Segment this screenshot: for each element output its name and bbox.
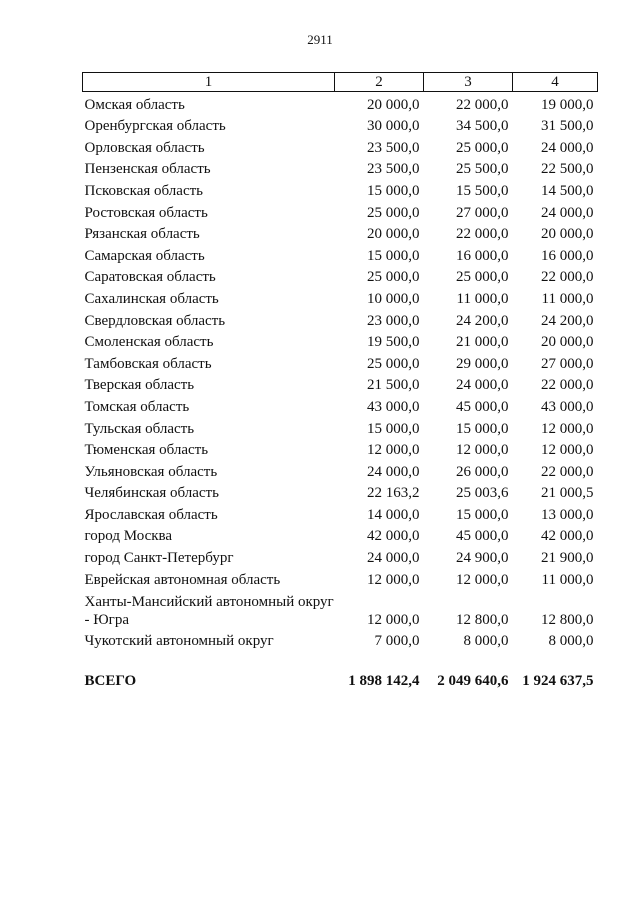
value-col-3: 8 000,0 — [463, 633, 509, 650]
table-row — [83, 135, 598, 157]
region-name: Ханты-Мансийский автономный округ - Югра — [84, 593, 334, 628]
region-name: Тюменская область — [84, 442, 209, 459]
table-row — [83, 200, 598, 222]
value-col-2: 7 000,0 — [374, 633, 420, 650]
table-row — [83, 243, 598, 265]
value-col-4: 16 000,0 — [541, 247, 594, 264]
table-row — [83, 438, 598, 460]
value-col-3: 24 000,0 — [456, 377, 509, 394]
total-label: ВСЕГО — [84, 673, 137, 690]
column-header-1: 1 — [83, 73, 335, 92]
value-col-3: 12 000,0 — [456, 571, 509, 588]
column-header-3: 3 — [424, 73, 513, 92]
spacer-cell — [83, 650, 598, 668]
value-col-3: 12 000,0 — [456, 442, 509, 459]
value-col-4: 12 800,0 — [541, 611, 594, 628]
value-col-4: 21 900,0 — [541, 550, 594, 567]
value-col-2: 25 000,0 — [367, 269, 420, 286]
value-col-4: 20 000,0 — [541, 334, 594, 351]
table-row — [83, 459, 598, 481]
value-col-3: 11 000,0 — [456, 290, 509, 307]
value-col-3: 21 000,0 — [456, 334, 509, 351]
value-col-2: 12 000,0 — [367, 611, 420, 628]
region-name: Ульяновская область — [84, 463, 218, 480]
value-col-2: 12 000,0 — [367, 571, 420, 588]
region-name: Тверская область — [84, 377, 195, 394]
value-col-4: 22 000,0 — [541, 269, 594, 286]
value-col-2: 21 500,0 — [367, 377, 420, 394]
region-name: Свердловская область — [84, 312, 226, 329]
value-col-3: 15 000,0 — [456, 506, 509, 523]
value-col-3: 45 000,0 — [456, 528, 509, 545]
value-col-4: 43 000,0 — [541, 398, 594, 415]
column-header-4: 4 — [513, 73, 598, 92]
value-col-4: 22 500,0 — [541, 161, 594, 178]
table-row — [83, 567, 598, 589]
table-row — [83, 394, 598, 416]
value-col-2: 23 500,0 — [367, 161, 420, 178]
region-name: Саратовская область — [84, 269, 216, 286]
value-col-3: 27 000,0 — [456, 204, 509, 221]
value-col-2: 25 000,0 — [367, 204, 420, 221]
value-col-4: 24 000,0 — [541, 204, 594, 221]
value-col-4: 22 000,0 — [541, 377, 594, 394]
region-name: Ростовская область — [84, 204, 208, 221]
total-row — [83, 668, 598, 690]
value-col-3: 25 000,0 — [456, 269, 509, 286]
value-col-3: 25 000,0 — [456, 139, 509, 156]
table-row — [83, 481, 598, 503]
value-col-3: 15 000,0 — [456, 420, 509, 437]
table-row — [83, 330, 598, 352]
value-col-4: 13 000,0 — [541, 506, 594, 523]
value-col-4: 24 200,0 — [541, 312, 594, 329]
value-col-3: 34 500,0 — [456, 118, 509, 135]
region-name: Смоленская область — [84, 334, 214, 351]
value-col-3: 26 000,0 — [456, 463, 509, 480]
value-col-4: 12 000,0 — [541, 442, 594, 459]
value-col-2: 24 000,0 — [367, 463, 420, 480]
value-col-2: 15 000,0 — [367, 420, 420, 437]
table-row — [83, 222, 598, 244]
table-row — [83, 502, 598, 524]
value-col-3: 12 800,0 — [456, 611, 509, 628]
value-col-4: 24 000,0 — [541, 139, 594, 156]
table-row — [83, 629, 598, 651]
value-col-2: 20 000,0 — [367, 96, 420, 113]
value-col-3: 45 000,0 — [456, 398, 509, 415]
value-col-3: 24 900,0 — [456, 550, 509, 567]
value-col-4: 14 500,0 — [541, 182, 594, 199]
region-name: Оренбургская область — [84, 118, 226, 135]
table-row — [83, 114, 598, 136]
value-col-2: 20 000,0 — [367, 226, 420, 243]
page-number: 2911 — [307, 32, 333, 47]
value-col-2: 24 000,0 — [367, 550, 420, 567]
region-name: город Москва — [84, 528, 173, 545]
column-header-2: 2 — [335, 73, 424, 92]
value-col-4: 20 000,0 — [541, 226, 594, 243]
total-col-2: 1 898 142,4 — [348, 673, 420, 690]
region-name: Омская область — [84, 96, 185, 113]
value-col-2: 42 000,0 — [367, 528, 420, 545]
region-name: Орловская область — [84, 139, 205, 156]
region-name: Тульская область — [84, 420, 195, 437]
value-col-3: 22 000,0 — [456, 96, 509, 113]
spacer-row — [83, 650, 598, 668]
region-name: город Санкт-Петербург — [84, 550, 234, 567]
value-col-3: 25 500,0 — [456, 161, 509, 178]
table-row — [83, 351, 598, 373]
region-name: Псковская область — [84, 182, 203, 199]
table-body — [83, 92, 598, 691]
table-row — [83, 157, 598, 179]
value-col-3: 25 003,6 — [456, 485, 509, 502]
value-col-2: 23 500,0 — [367, 139, 420, 156]
table-row — [83, 373, 598, 395]
value-col-2: 19 500,0 — [367, 334, 420, 351]
table-row — [83, 589, 598, 629]
value-col-2: 12 000,0 — [367, 442, 420, 459]
value-col-2: 14 000,0 — [367, 506, 420, 523]
value-col-2: 15 000,0 — [367, 182, 420, 199]
table-row — [83, 524, 598, 546]
region-name: Тамбовская область — [84, 355, 212, 372]
value-col-4: 12 000,0 — [541, 420, 594, 437]
value-col-3: 16 000,0 — [456, 247, 509, 264]
value-col-4: 27 000,0 — [541, 355, 594, 372]
region-name: Самарская область — [84, 247, 205, 264]
value-col-4: 42 000,0 — [541, 528, 594, 545]
value-col-2: 15 000,0 — [367, 247, 420, 264]
data-table — [82, 72, 598, 690]
value-col-2: 10 000,0 — [367, 290, 420, 307]
table-row — [83, 92, 598, 114]
table-row — [83, 178, 598, 200]
region-name: Ярославская область — [84, 506, 218, 523]
value-col-2: 43 000,0 — [367, 398, 420, 415]
value-col-3: 15 500,0 — [456, 182, 509, 199]
total-col-4: 1 924 637,5 — [522, 673, 594, 690]
table-row — [83, 265, 598, 287]
table-row — [83, 416, 598, 438]
region-name: Пензенская область — [84, 161, 211, 178]
region-name: Чукотский автономный округ — [84, 633, 274, 650]
region-name: Сахалинская область — [84, 290, 219, 307]
value-col-4: 31 500,0 — [541, 118, 594, 135]
value-col-4: 21 000,5 — [541, 485, 594, 502]
value-col-3: 29 000,0 — [456, 355, 509, 372]
header-row — [83, 73, 598, 92]
table-header — [83, 73, 598, 92]
value-col-2: 25 000,0 — [367, 355, 420, 372]
value-col-3: 24 200,0 — [456, 312, 509, 329]
value-col-4: 11 000,0 — [541, 571, 594, 588]
region-name: Челябинская область — [84, 485, 219, 502]
value-col-4: 8 000,0 — [548, 633, 594, 650]
region-name: Томская область — [84, 398, 190, 415]
value-col-4: 19 000,0 — [541, 96, 594, 113]
region-name: Еврейская автономная область — [84, 571, 281, 588]
value-col-4: 22 000,0 — [541, 463, 594, 480]
table-row — [83, 308, 598, 330]
value-col-2: 22 163,2 — [367, 485, 420, 502]
total-col-3: 2 049 640,6 — [437, 673, 509, 690]
table-row — [83, 545, 598, 567]
region-name: Рязанская область — [84, 226, 200, 243]
value-col-2: 23 000,0 — [367, 312, 420, 329]
table-row — [83, 286, 598, 308]
value-col-3: 22 000,0 — [456, 226, 509, 243]
value-col-2: 30 000,0 — [367, 118, 420, 135]
value-col-4: 11 000,0 — [541, 290, 594, 307]
